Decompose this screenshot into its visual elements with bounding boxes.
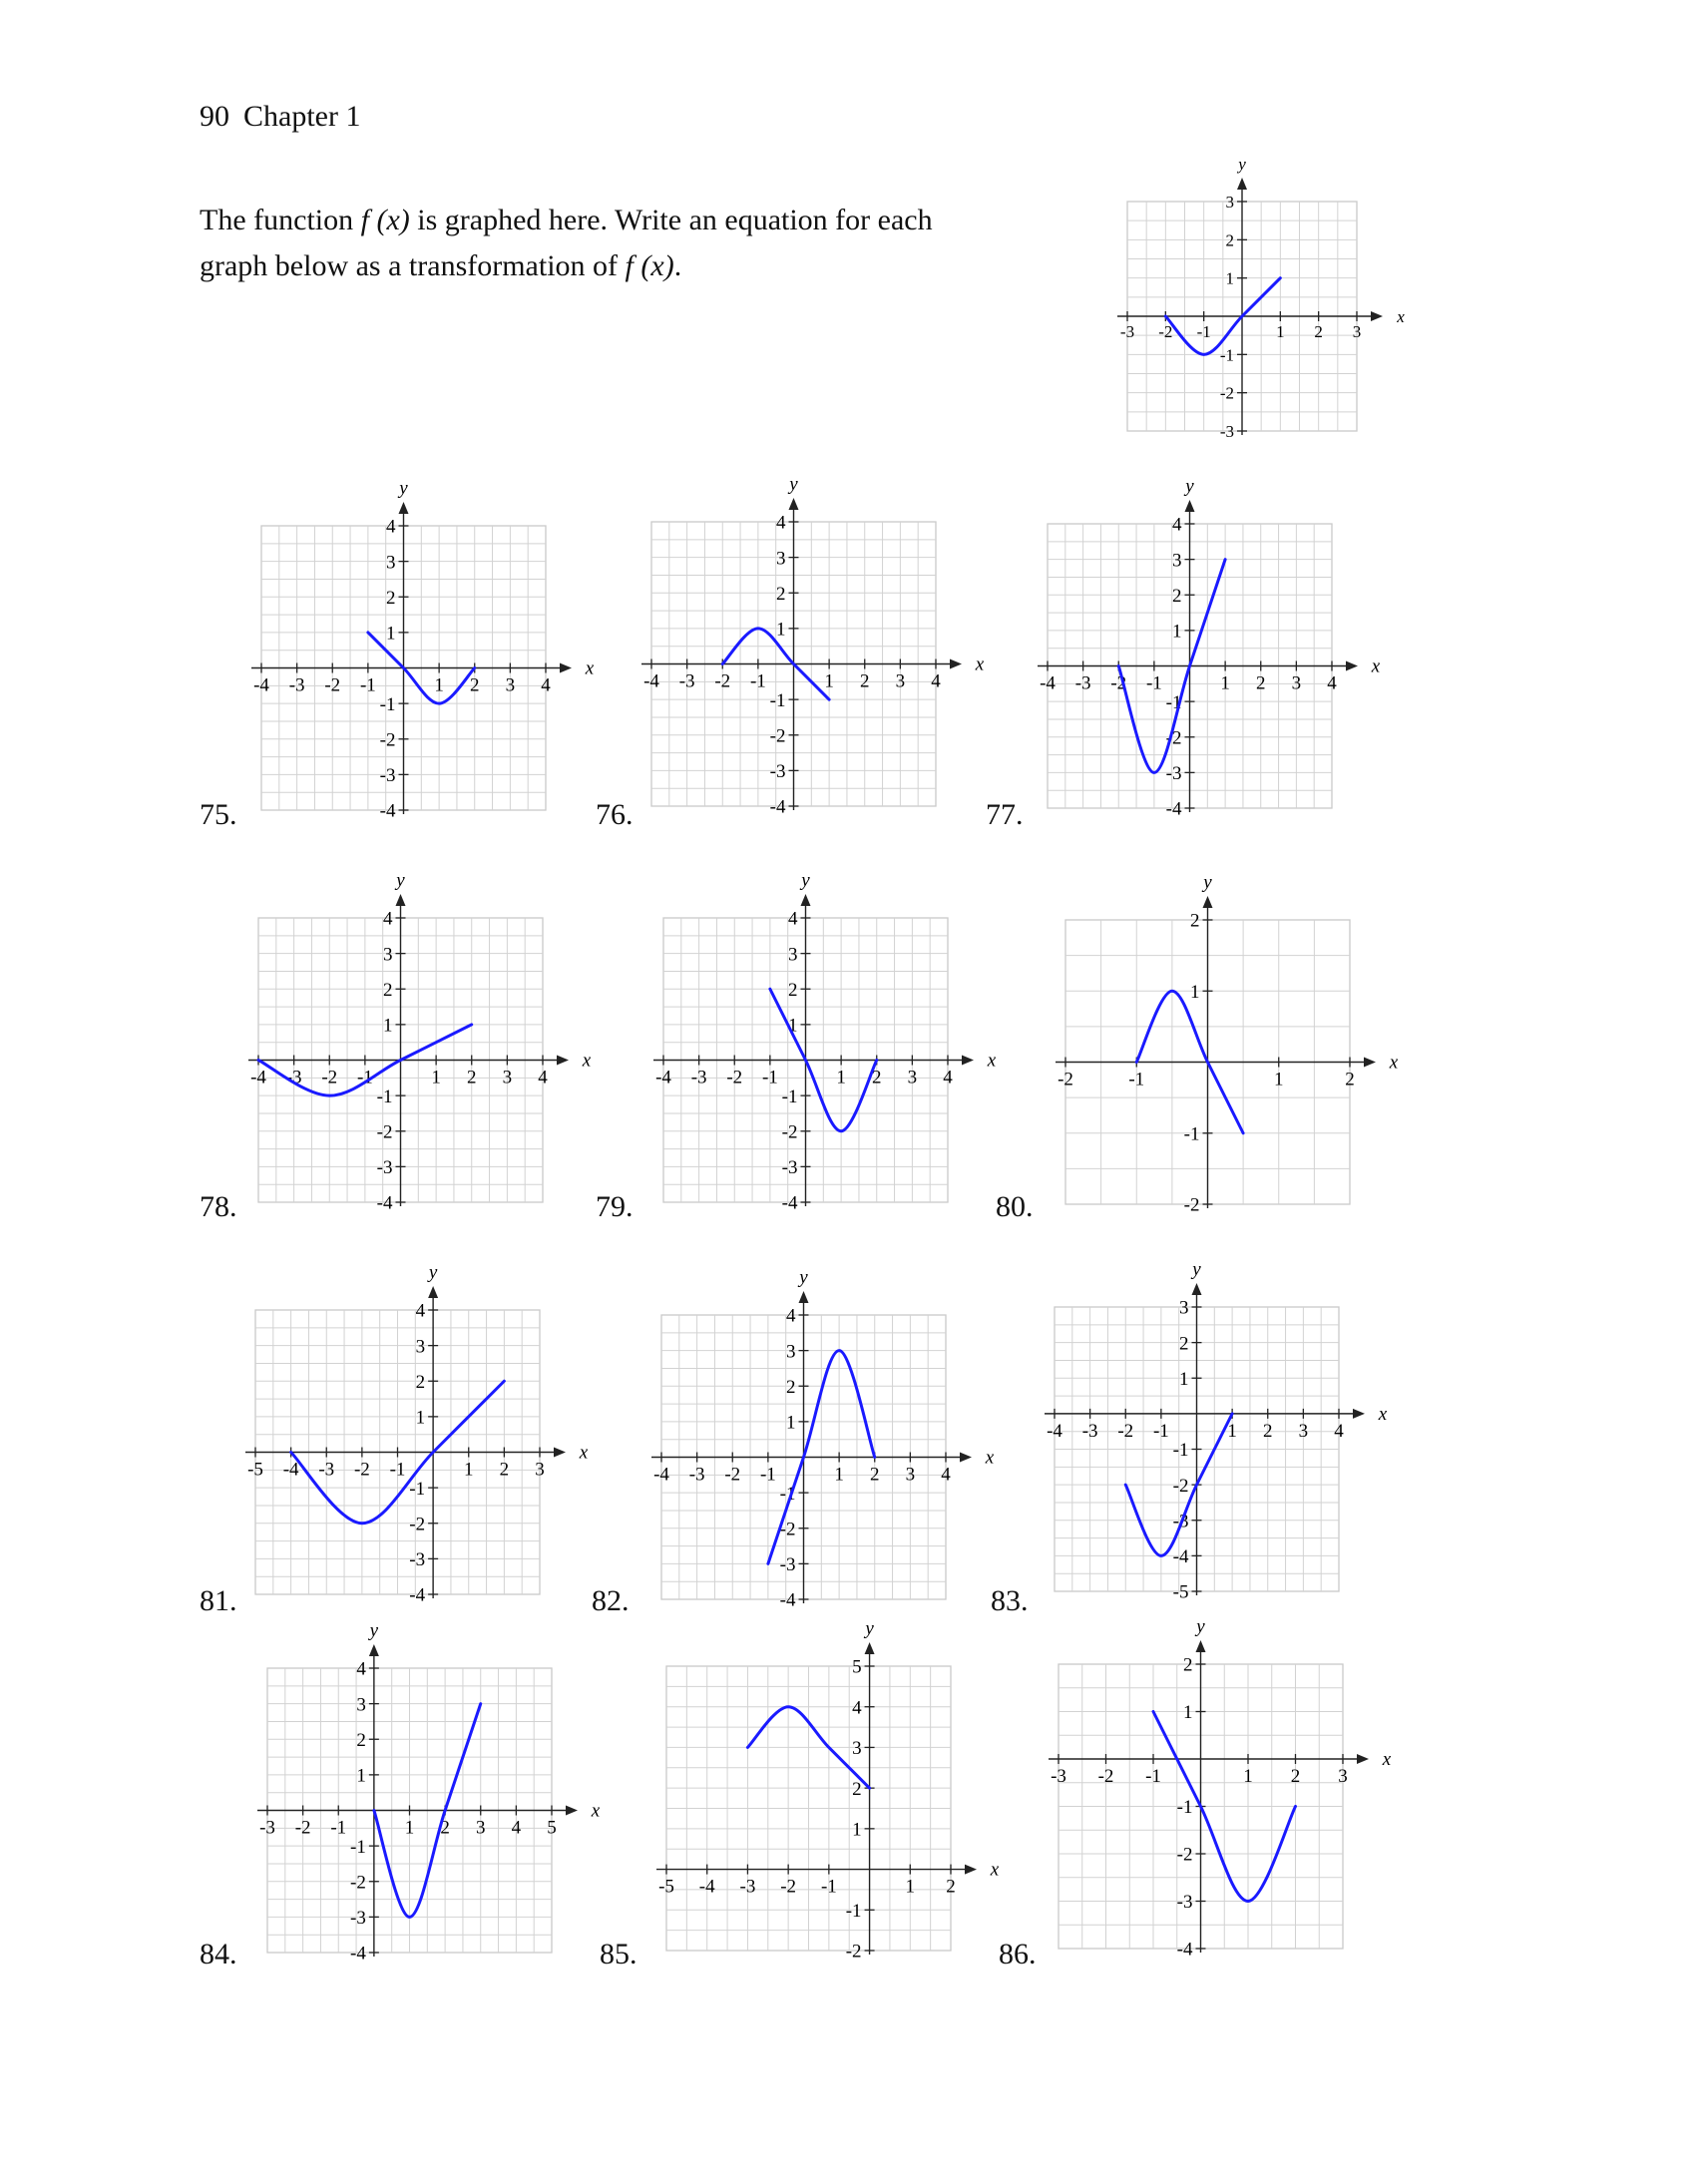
x-tick-label: 2 [872, 1067, 882, 1089]
problem-number-78: 78. [200, 1190, 237, 1223]
y-tick-label: -2 [1183, 1194, 1200, 1216]
y-axis-arrow [789, 498, 799, 510]
x-axis-label: x [1378, 1403, 1388, 1425]
problem-number-75: 75. [200, 798, 237, 831]
y-tick-label: 4 [788, 908, 798, 930]
y-tick-label: 3 [1179, 1297, 1189, 1319]
y-tick-label: 2 [776, 583, 786, 605]
problem-instructions [200, 198, 1097, 289]
x-tick-label: -3 [1074, 672, 1091, 694]
x-tick-label: -2 [294, 1817, 311, 1839]
y-axis-label: y [801, 870, 810, 891]
x-tick-label: 1 [431, 1067, 441, 1089]
x-tick-label: 4 [538, 1067, 548, 1089]
y-tick-label: 1 [786, 1412, 796, 1434]
y-axis-label: y [399, 478, 408, 499]
x-tick-label: -3 [259, 1817, 275, 1839]
y-axis-arrow [799, 1291, 809, 1303]
x-tick-label: -3 [1119, 322, 1135, 341]
x-tick-label: -5 [247, 1459, 263, 1481]
x-tick-label: 3 [1338, 1766, 1348, 1787]
x-tick-label: 3 [907, 1067, 918, 1089]
y-tick-label: -2 [779, 1519, 796, 1540]
x-axis-arrow [554, 1448, 566, 1458]
x-tick-label: -4 [643, 670, 659, 692]
x-tick-label: -4 [282, 1459, 299, 1481]
y-tick-label: 2 [786, 1376, 796, 1398]
x-axis-label: x [591, 1800, 601, 1822]
x-tick-label: 3 [1352, 322, 1362, 341]
x-tick-label: -2 [1117, 1420, 1134, 1442]
y-tick-label: -1 [779, 1483, 796, 1505]
y-tick-label: 3 [776, 548, 786, 570]
y-tick-label: -1 [379, 693, 396, 715]
x-tick-label: -3 [1051, 1766, 1066, 1787]
y-tick-label: 2 [386, 587, 396, 609]
y-tick-label: -2 [845, 1941, 862, 1963]
x-tick-label: 1 [1243, 1766, 1253, 1787]
y-axis-label: y [789, 474, 798, 495]
y-axis-label: y [396, 870, 405, 891]
graph-75 [253, 478, 595, 822]
fx-math-2: f (x) [625, 249, 674, 282]
y-tick-label: 1 [415, 1407, 426, 1429]
x-axis-arrow [1353, 1409, 1365, 1419]
y-tick-label: -4 [379, 800, 396, 822]
x-tick-label: -3 [678, 670, 695, 692]
x-axis-label: x [585, 657, 595, 679]
y-axis-label: y [865, 1618, 874, 1639]
y-tick-label: -2 [1165, 727, 1182, 749]
graph-79 [655, 870, 997, 1214]
x-tick-label: 1 [1220, 672, 1230, 694]
x-axis-arrow [566, 1806, 578, 1816]
y-tick-label: 1 [383, 1015, 393, 1037]
x-tick-label: 1 [464, 1459, 474, 1481]
y-tick-label: 4 [786, 1305, 796, 1327]
x-axis-arrow [965, 1865, 977, 1875]
x-tick-label: 1 [434, 674, 444, 696]
y-tick-label: -3 [376, 1157, 393, 1179]
x-tick-label: 2 [946, 1876, 956, 1898]
x-tick-label: -2 [724, 1464, 741, 1486]
y-tick-label: -2 [379, 729, 396, 751]
x-tick-label: 4 [941, 1464, 951, 1486]
y-tick-label: 1 [1190, 981, 1200, 1003]
graph-85 [658, 1618, 1000, 1963]
y-tick-label: 1 [1179, 1368, 1189, 1390]
x-tick-label: -3 [288, 674, 305, 696]
problem-number-84: 84. [200, 1938, 237, 1970]
y-tick-label: 1 [356, 1765, 366, 1787]
y-tick-label: 2 [356, 1729, 366, 1751]
x-axis-arrow [1371, 311, 1383, 321]
intro-line1-suffix: is graphed here. Write an equation for each [409, 204, 933, 236]
x-tick-label: 2 [1290, 1766, 1301, 1787]
x-tick-label: 2 [860, 670, 870, 692]
y-tick-label: -4 [779, 1589, 796, 1611]
x-axis-arrow [962, 1056, 974, 1066]
y-tick-label: 1 [852, 1819, 862, 1841]
x-tick-label: -1 [1145, 672, 1162, 694]
x-tick-label: 4 [943, 1067, 953, 1089]
x-tick-label: -1 [749, 670, 766, 692]
x-tick-label: -1 [389, 1459, 406, 1481]
x-tick-label: -1 [759, 1464, 776, 1486]
x-axis-label: x [1382, 1749, 1392, 1770]
x-tick-label: -1 [356, 1067, 373, 1089]
y-tick-label: 3 [788, 944, 798, 966]
intro-line1-prefix: The function [200, 204, 361, 236]
problem-number-81: 81. [200, 1584, 237, 1617]
x-tick-label: -2 [321, 1067, 338, 1089]
y-tick-label: 1 [386, 623, 396, 645]
y-tick-label: 3 [852, 1738, 862, 1760]
x-axis-label: x [1389, 1052, 1399, 1074]
x-tick-label: 4 [511, 1817, 522, 1839]
x-axis-arrow [950, 659, 962, 669]
y-tick-label: -2 [409, 1514, 426, 1535]
x-axis-arrow [1364, 1058, 1376, 1068]
problem-number-76: 76. [596, 798, 634, 831]
x-tick-label: 2 [1314, 322, 1323, 341]
x-tick-label: -4 [698, 1876, 715, 1898]
y-axis-label: y [428, 1262, 438, 1283]
y-tick-label: 1 [1172, 621, 1182, 643]
x-tick-label: -4 [1040, 672, 1056, 694]
page-header [200, 100, 374, 134]
y-tick-label: -4 [350, 1943, 366, 1965]
y-tick-label: 3 [415, 1336, 426, 1358]
intro-line2-suffix: . [673, 249, 682, 282]
problem-number-80: 80. [996, 1190, 1034, 1223]
y-tick-label: -4 [1165, 798, 1182, 820]
y-tick-label: 3 [786, 1341, 796, 1363]
x-axis-arrow [960, 1453, 972, 1463]
y-tick-label: -3 [779, 1554, 796, 1576]
x-tick-label: -2 [353, 1459, 370, 1481]
x-tick-label: -3 [688, 1464, 705, 1486]
x-tick-label: 1 [1276, 322, 1285, 341]
y-tick-label: -3 [781, 1157, 798, 1179]
y-axis-label: y [1196, 1616, 1205, 1637]
y-axis-arrow [1185, 500, 1195, 512]
x-tick-label: 1 [905, 1876, 916, 1898]
x-tick-label: 3 [895, 670, 906, 692]
x-tick-label: -4 [653, 1464, 669, 1486]
y-tick-label: -3 [379, 765, 396, 787]
y-axis-arrow [1237, 178, 1247, 190]
y-tick-label: 1 [776, 619, 786, 641]
y-tick-label: -1 [1172, 1440, 1189, 1462]
x-axis-label: x [1397, 307, 1405, 326]
y-tick-label: 3 [383, 944, 393, 966]
y-tick-label: -2 [781, 1121, 798, 1143]
graph-77 [1040, 476, 1381, 820]
y-tick-label: -3 [409, 1549, 426, 1571]
y-tick-label: -2 [1176, 1844, 1193, 1866]
problem-number-82: 82. [592, 1584, 630, 1617]
y-tick-label: 2 [415, 1371, 426, 1393]
fx-math: f (x) [360, 204, 410, 236]
y-axis-arrow [1196, 1640, 1206, 1652]
x-tick-label: -3 [318, 1459, 335, 1481]
x-tick-label: 3 [905, 1464, 916, 1486]
y-tick-label: 4 [415, 1300, 426, 1322]
graph-82 [653, 1267, 995, 1611]
y-axis-label: y [1238, 155, 1246, 174]
y-tick-label: -1 [409, 1478, 426, 1500]
x-tick-label: 1 [836, 1067, 846, 1089]
x-tick-label: 4 [1334, 1420, 1344, 1442]
y-tick-label: -1 [769, 689, 786, 711]
y-axis-arrow [801, 894, 811, 906]
y-axis-label: y [1192, 1259, 1201, 1280]
x-tick-label: 2 [1256, 672, 1266, 694]
y-tick-label: -1 [781, 1086, 798, 1107]
x-tick-label: 3 [535, 1459, 545, 1481]
x-tick-label: 1 [404, 1817, 415, 1839]
y-tick-label: -2 [769, 725, 786, 747]
x-tick-label: -1 [1145, 1766, 1161, 1787]
x-tick-label: 2 [870, 1464, 880, 1486]
x-tick-label: -3 [690, 1067, 707, 1089]
x-tick-label: -4 [250, 1067, 266, 1089]
graph-84 [259, 1620, 601, 1965]
y-tick-label: -1 [1165, 691, 1182, 713]
y-tick-label: -3 [350, 1908, 366, 1930]
x-tick-label: 1 [834, 1464, 844, 1486]
intro-line2-prefix: graph below as a transformation of [200, 249, 626, 282]
x-tick-label: 4 [541, 674, 551, 696]
y-tick-label: 2 [383, 979, 393, 1001]
x-tick-label: -4 [253, 674, 269, 696]
y-tick-label: 4 [1172, 514, 1182, 536]
y-tick-label: 2 [1179, 1333, 1189, 1355]
y-tick-label: -4 [376, 1192, 393, 1214]
x-tick-label: -4 [655, 1067, 671, 1089]
x-tick-label: 1 [1227, 1420, 1237, 1442]
chapter-title: Chapter 1 [243, 100, 361, 133]
y-axis-label: y [369, 1620, 379, 1641]
x-tick-label: -3 [739, 1876, 756, 1898]
x-tick-label: 2 [440, 1817, 450, 1839]
y-tick-label: -1 [1183, 1123, 1200, 1145]
x-tick-label: -1 [1128, 1069, 1145, 1091]
y-axis-arrow [1203, 896, 1213, 908]
x-axis-label: x [987, 1050, 997, 1072]
graph-80 [1058, 872, 1399, 1216]
y-tick-label: 4 [386, 516, 396, 538]
x-axis-label: x [579, 1442, 589, 1464]
x-tick-label: -2 [780, 1876, 797, 1898]
page-number: 90 [200, 100, 229, 133]
x-tick-label: 3 [502, 1067, 513, 1089]
x-tick-label: 1 [824, 670, 834, 692]
x-tick-label: 5 [547, 1817, 557, 1839]
x-tick-label: 2 [467, 1067, 477, 1089]
x-tick-label: -2 [1058, 1069, 1073, 1091]
x-tick-label: 3 [1291, 672, 1302, 694]
x-axis-arrow [1346, 661, 1358, 671]
problem-number-85: 85. [600, 1938, 637, 1970]
graph-78 [250, 870, 592, 1214]
problem-number-77: 77. [986, 798, 1024, 831]
y-tick-label: -2 [376, 1121, 393, 1143]
y-tick-label: 5 [852, 1656, 862, 1678]
x-tick-label: -1 [761, 1067, 778, 1089]
x-tick-label: 2 [499, 1459, 510, 1481]
y-tick-label: 4 [383, 908, 393, 930]
y-tick-label: 2 [1172, 585, 1182, 607]
x-tick-label: 3 [476, 1817, 486, 1839]
x-axis-arrow [557, 1056, 569, 1066]
problem-number-83: 83. [991, 1584, 1029, 1617]
x-tick-label: 3 [505, 674, 516, 696]
y-axis-arrow [399, 502, 409, 514]
x-tick-label: -2 [1110, 672, 1127, 694]
y-tick-label: -4 [769, 796, 786, 818]
y-tick-label: -3 [1176, 1892, 1193, 1914]
x-axis-label: x [582, 1050, 592, 1072]
y-tick-label: -1 [1176, 1797, 1193, 1819]
x-axis-arrow [1357, 1754, 1369, 1764]
x-axis-label: x [1371, 655, 1381, 677]
y-tick-label: 1 [788, 1015, 798, 1037]
y-axis-label: y [1185, 476, 1194, 497]
y-tick-label: 2 [852, 1778, 862, 1800]
graph-76 [643, 474, 985, 818]
y-axis-arrow [396, 894, 406, 906]
y-tick-label: -3 [1219, 421, 1234, 441]
y-tick-label: -2 [350, 1872, 366, 1894]
y-tick-label: -1 [350, 1836, 366, 1858]
y-tick-label: -1 [376, 1086, 393, 1107]
y-tick-label: -2 [1172, 1475, 1189, 1497]
x-tick-label: 4 [1327, 672, 1337, 694]
y-tick-label: 3 [1225, 192, 1234, 212]
y-tick-label: -4 [409, 1584, 426, 1606]
y-tick-label: -5 [1172, 1581, 1189, 1603]
y-tick-label: 3 [356, 1694, 366, 1716]
x-tick-label: -2 [324, 674, 341, 696]
x-tick-label: 4 [931, 670, 941, 692]
y-axis-arrow [428, 1286, 438, 1298]
y-tick-label: 4 [852, 1697, 862, 1719]
graph-83 [1047, 1259, 1388, 1603]
x-tick-label: -2 [714, 670, 731, 692]
y-tick-label: -3 [769, 761, 786, 783]
y-axis-arrow [1192, 1283, 1202, 1295]
graph-86 [1051, 1616, 1392, 1961]
x-tick-label: -2 [726, 1067, 743, 1089]
y-tick-label: -1 [845, 1900, 862, 1922]
x-tick-label: -5 [658, 1876, 674, 1898]
x-tick-label: -3 [285, 1067, 302, 1089]
y-tick-label: -2 [1219, 383, 1234, 403]
y-tick-label: 1 [1183, 1702, 1193, 1724]
y-tick-label: 2 [1183, 1654, 1193, 1676]
x-axis-label: x [975, 654, 985, 675]
x-tick-label: -1 [330, 1817, 347, 1839]
x-tick-label: 2 [470, 674, 480, 696]
y-tick-label: 2 [1190, 910, 1200, 932]
y-tick-label: -1 [1219, 345, 1234, 365]
y-tick-label: 1 [1225, 268, 1234, 288]
x-tick-label: -3 [1081, 1420, 1098, 1442]
x-tick-label: 2 [1263, 1420, 1273, 1442]
y-axis-arrow [369, 1644, 379, 1656]
y-tick-label: -3 [1165, 763, 1182, 785]
x-tick-label: 2 [1345, 1069, 1355, 1091]
problem-number-86: 86. [999, 1938, 1037, 1970]
x-axis-label: x [990, 1859, 1000, 1881]
y-tick-label: 3 [386, 552, 396, 574]
graph-f [1119, 155, 1405, 441]
y-axis-label: y [799, 1267, 808, 1288]
y-tick-label: 2 [1225, 230, 1234, 250]
y-axis-arrow [865, 1642, 875, 1654]
y-tick-label: -4 [1172, 1546, 1189, 1568]
x-tick-label: -2 [1158, 322, 1173, 341]
x-axis-label: x [985, 1447, 995, 1469]
x-tick-label: -2 [1097, 1766, 1114, 1787]
x-tick-label: -4 [1047, 1420, 1062, 1442]
x-tick-label: -1 [359, 674, 376, 696]
y-axis-label: y [1203, 872, 1212, 893]
y-tick-label: 4 [776, 512, 786, 534]
y-tick-label: -4 [781, 1192, 798, 1214]
x-tick-label: -1 [1152, 1420, 1169, 1442]
y-tick-label: -3 [1172, 1511, 1189, 1532]
x-tick-label: -1 [820, 1876, 837, 1898]
graph-81 [247, 1262, 589, 1606]
x-tick-label: 1 [1274, 1069, 1284, 1091]
y-tick-label: 2 [788, 979, 798, 1001]
x-tick-label: 3 [1298, 1420, 1309, 1442]
x-tick-label: -1 [1196, 322, 1211, 341]
y-tick-label: -4 [1176, 1939, 1193, 1961]
y-tick-label: 4 [356, 1658, 366, 1680]
x-axis-arrow [560, 663, 572, 673]
problem-number-79: 79. [596, 1190, 634, 1223]
y-tick-label: 3 [1172, 550, 1182, 572]
